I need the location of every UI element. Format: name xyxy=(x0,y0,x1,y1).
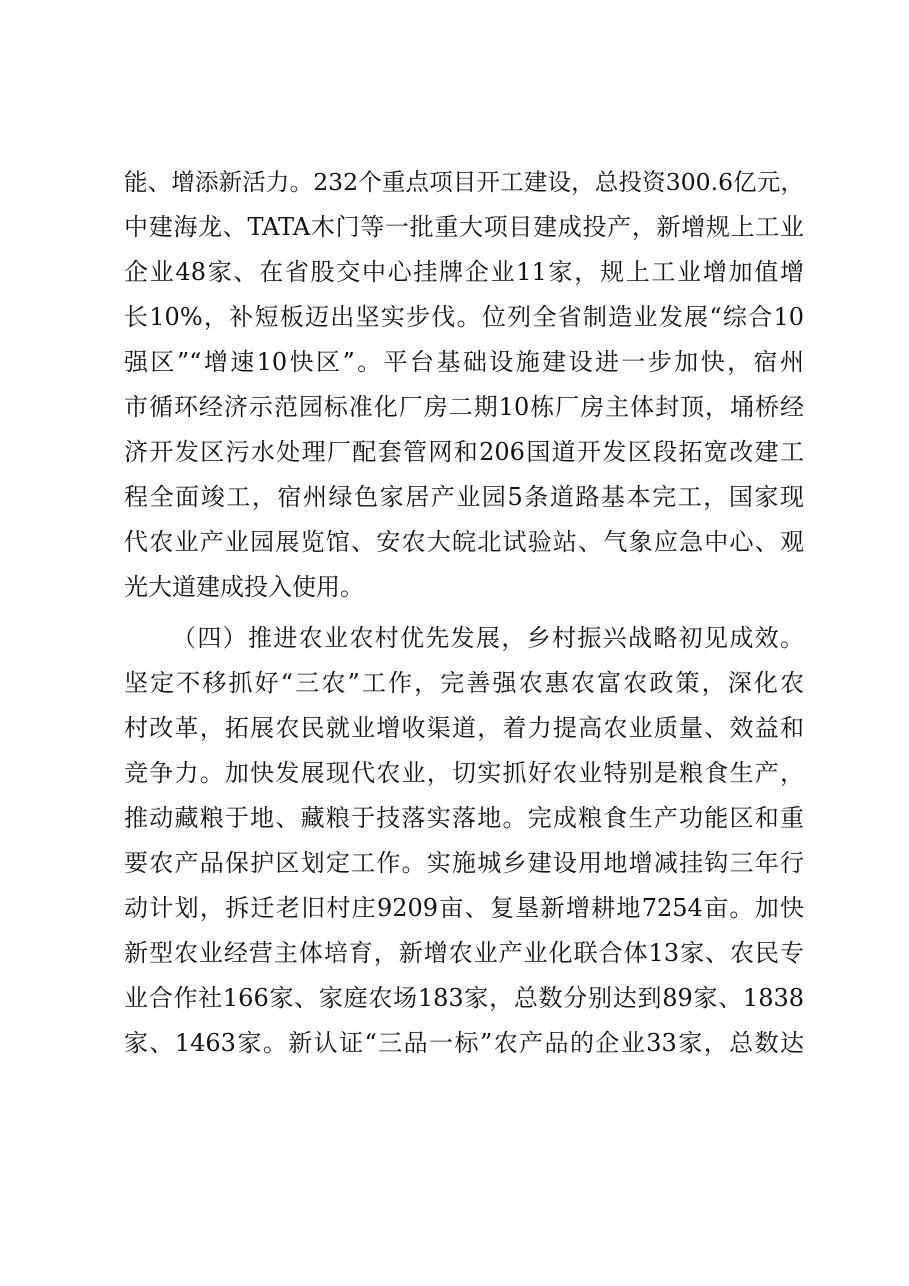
section-heading: （四）推进农业农村优先发展，乡村振兴战略初见成效。 xyxy=(172,624,804,652)
text-line: 动计划，拆迁老旧村庄9209亩、复垦新增耕地7254亩。加快 xyxy=(124,894,804,922)
text-line: 村改革，拓展农民就业增收渠道，着力提高农业质量、效益和 xyxy=(124,714,804,742)
text-line: 程全面竣工，宿州绿色家居产业园5条道路基本完工，国家现 xyxy=(124,483,804,511)
text-line: 业合作社166家、家庭农场183家，总数分别达到89家、1838 xyxy=(124,984,804,1012)
text-line: 推动藏粮于地、藏粮于技落实落地。完成粮食生产功能区和重 xyxy=(124,804,804,832)
text-line: 中建海龙、TATA木门等一批重大项目建成投产，新增规上工业 xyxy=(124,213,804,241)
text-line: 新型农业经营主体培育，新增农业产业化联合体13家、农民专 xyxy=(124,939,804,967)
text-line: 企业48家、在省股交中心挂牌企业11家，规上工业增加值增 xyxy=(124,258,804,286)
text-line: 要农产品保护区划定工作。实施城乡建设用地增减挂钩三年行 xyxy=(124,849,804,877)
text-line: 光大道建成投入使用。 xyxy=(124,573,364,601)
text-line: 市循环经济示范园标准化厂房二期10栋厂房主体封顶，埇桥经 xyxy=(124,393,804,421)
text-line: 坚定不移抓好“三农”工作，完善强农惠农富农政策，深化农 xyxy=(124,669,804,697)
text-line: 能、增添新活力。232个重点项目开工建设，总投资300.6亿元， xyxy=(124,168,804,196)
text-line: 长10%，补短板迈出坚实步伐。位列全省制造业发展“综合10 xyxy=(124,303,804,331)
text-line: 济开发区污水处理厂配套管网和206国道开发区段拓宽改建工 xyxy=(124,438,804,466)
text-line: 代农业产业园展览馆、安农大皖北试验站、气象应急中心、观 xyxy=(124,528,804,556)
text-line: 竞争力。加快发展现代农业，切实抓好农业特别是粮食生产， xyxy=(124,759,804,787)
text-line: 家、1463家。新认证“三品一标”农产品的企业33家，总数达 xyxy=(124,1029,804,1057)
text-line: 强区”“增速10快区”。平台基础设施建设进一步加快，宿州 xyxy=(124,348,804,376)
